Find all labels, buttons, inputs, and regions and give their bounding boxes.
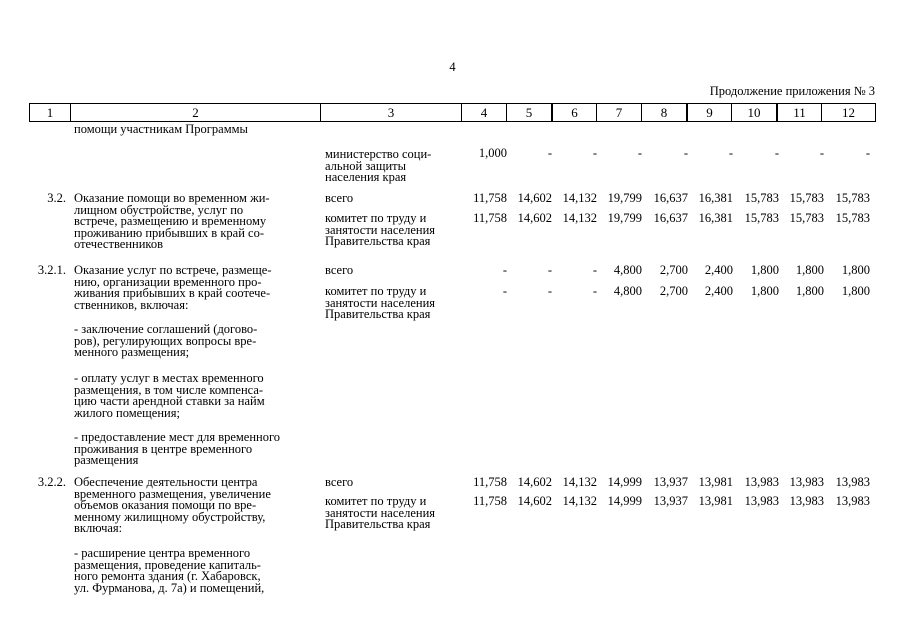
sub-item-line: - заключение соглашений (догово- (74, 322, 258, 336)
executor-line: альной защиты (325, 158, 407, 173)
sub-item-line: размещения (74, 453, 139, 467)
value-cell: 1,800 (795, 263, 824, 277)
value-cell: 14,132 (562, 191, 597, 205)
value-cell: 14,999 (607, 494, 642, 508)
value-cell: 2,700 (659, 284, 688, 298)
sub-item-line: проживания в центре временного (74, 441, 253, 456)
value-cell: 15,783 (835, 211, 870, 225)
executor-line: всего (325, 475, 354, 489)
description-line: Оказание помощи во временном жи- (74, 191, 270, 205)
description-line: Обеспечение деятельности центра (74, 475, 258, 489)
value-cell: 13,981 (698, 494, 733, 508)
sub-item-line: менного размещения; (74, 345, 190, 359)
value-cell: 15,783 (744, 211, 779, 225)
value-cell: 4,800 (613, 263, 642, 277)
value-cell: 14,132 (562, 211, 597, 225)
executor-line: Правительства края (325, 307, 431, 321)
value-cell: 13,937 (653, 494, 688, 508)
value-cell: 13,983 (835, 475, 870, 489)
value-cell: 13,983 (744, 475, 779, 489)
header-col-5: 5 (506, 103, 552, 122)
sub-item-line: размещения, в том числе компенса- (74, 382, 264, 397)
header-col-2: 2 (70, 103, 321, 122)
value-cell: - (502, 263, 507, 277)
value-cell: - (547, 146, 552, 160)
row-code: 3.2.2. (37, 475, 66, 489)
value-cell: - (547, 284, 552, 298)
executor-line: населения края (325, 170, 407, 184)
description-line: проживанию прибывших в край со- (74, 225, 264, 240)
value-cell: 11,758 (473, 475, 507, 489)
header-col-1: 1 (29, 103, 71, 122)
value-cell: 14,602 (517, 211, 552, 225)
sub-item-line: жилого помещения; (74, 405, 180, 420)
description-line: менному жилищному обустройству, (74, 509, 266, 524)
value-cell: 1,800 (841, 263, 870, 277)
header-col-6: 6 (552, 103, 597, 122)
header-col-4: 4 (461, 103, 507, 122)
description-line: живания прибывших в край соотече- (74, 286, 271, 300)
value-cell: 14,602 (517, 475, 552, 489)
description-line: встрече, размещению и временному (74, 214, 267, 228)
value-cell: - (774, 146, 779, 160)
value-cell: 15,783 (789, 191, 824, 205)
value-cell: 1,800 (750, 284, 779, 298)
description-line: нию, организации временного про- (74, 274, 262, 289)
executor-line: министерство соци- (325, 147, 432, 161)
value-cell: 15,783 (744, 191, 779, 205)
value-cell: 14,999 (607, 475, 642, 489)
value-cell: 14,132 (562, 494, 597, 508)
value-cell: 19,799 (607, 191, 642, 205)
executor-line: Правительства края (325, 517, 431, 531)
description-line: лищном обустройстве, услуг по (74, 202, 244, 217)
value-cell: - (502, 284, 507, 298)
header-col-10: 10 (731, 103, 777, 122)
sub-item-line: размещения, проведение капиталь- (74, 557, 261, 572)
value-cell: 15,783 (789, 211, 824, 225)
value-cell: 4,800 (613, 284, 642, 298)
header-col-9: 9 (687, 103, 732, 122)
value-cell: - (547, 263, 552, 277)
value-cell: 13,983 (835, 494, 870, 508)
value-cell: - (637, 146, 642, 160)
header-col-12: 12 (821, 103, 876, 122)
sub-item-line: ного ремонта здания (г. Хабаровск, (74, 569, 261, 583)
executor-line: занятости населения (325, 222, 436, 237)
description-line: объемов оказания помощи по вре- (74, 498, 257, 512)
sub-item-line: - предоставление мест для временного (74, 430, 281, 444)
value-cell: 14,602 (517, 494, 552, 508)
description-line: временного размещения, увеличение (74, 486, 271, 501)
header-col-8: 8 (641, 103, 687, 122)
value-cell: - (592, 263, 597, 277)
continuation-note: Продолжение приложения № 3 (709, 84, 875, 98)
value-cell: 1,800 (841, 284, 870, 298)
value-cell: 13,937 (653, 475, 688, 489)
value-cell: - (728, 146, 733, 160)
value-cell: - (592, 146, 597, 160)
sub-item-line: ул. Фурманова, д. 7а) и помещений, (74, 580, 265, 595)
executor-line: всего (325, 263, 354, 277)
description-line: отечественников (74, 237, 163, 251)
page-number: 4 (449, 60, 456, 74)
value-cell: 14,602 (517, 191, 552, 205)
executor-line: занятости населения (325, 295, 436, 310)
value-cell: 13,983 (789, 475, 824, 489)
value-cell: 11,758 (473, 494, 507, 508)
row-code: 3.2. (47, 191, 66, 205)
value-cell: 13,981 (698, 475, 733, 489)
value-cell: 16,637 (653, 191, 688, 205)
sub-item-line: - оплату услуг в местах временного (74, 371, 264, 385)
executor-line: Правительства края (325, 234, 431, 248)
sub-item-line: ров), регулирующих вопросы вре- (74, 333, 257, 348)
executor-line: комитет по труду и (325, 211, 427, 225)
value-cell: - (592, 284, 597, 298)
value-cell: 1,800 (795, 284, 824, 298)
value-cell: - (865, 146, 870, 160)
value-cell: 11,758 (473, 211, 507, 225)
sub-item-line: цию части арендной ставки за найм (74, 394, 265, 408)
value-cell: 13,983 (744, 494, 779, 508)
description-line: ственников, включая: (74, 297, 189, 312)
value-cell: 2,700 (659, 263, 688, 277)
value-cell: 2,400 (704, 263, 733, 277)
value-cell: 16,381 (698, 191, 733, 205)
value-cell: 13,983 (789, 494, 824, 508)
description-line: помощи участникам Программы (74, 122, 248, 136)
header-col-7: 7 (596, 103, 642, 122)
value-cell: - (819, 146, 824, 160)
executor-line: всего (325, 191, 354, 205)
value-cell: 16,637 (653, 211, 688, 225)
value-cell: 1,000 (478, 146, 507, 160)
description-line: включая: (74, 521, 123, 535)
value-cell: 15,783 (835, 191, 870, 205)
sub-item-line: - расширение центра временного (74, 546, 251, 560)
value-cell: 14,132 (562, 475, 597, 489)
value-cell: 11,758 (473, 191, 507, 205)
header-col-11: 11 (777, 103, 822, 122)
value-cell: 16,381 (698, 211, 733, 225)
header-col-3: 3 (320, 103, 462, 122)
executor-line: комитет по труду и (325, 284, 427, 298)
value-cell: 19,799 (607, 211, 642, 225)
executor-line: комитет по труду и (325, 494, 427, 508)
value-cell: 1,800 (750, 263, 779, 277)
description-line: Оказание услуг по встрече, размеще- (74, 263, 272, 277)
value-cell: 2,400 (704, 284, 733, 298)
executor-line: занятости населения (325, 505, 436, 520)
row-code: 3.2.1. (37, 263, 66, 277)
value-cell: - (683, 146, 688, 160)
